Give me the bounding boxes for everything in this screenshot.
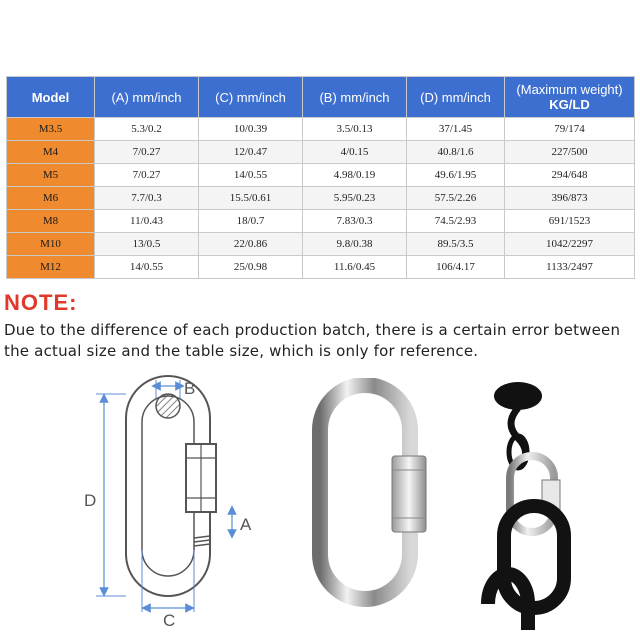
cell-weight: 691/1523: [505, 210, 635, 233]
cell-b: 7.83/0.3: [303, 210, 407, 233]
cell-weight: 79/174: [505, 118, 635, 141]
cell-c: 14/0.55: [199, 164, 303, 187]
cell-model: M8: [7, 210, 95, 233]
cell-d: 74.5/2.93: [407, 210, 505, 233]
cell-model: M3.5: [7, 118, 95, 141]
header-max-weight-line2: KG/LD: [549, 97, 590, 112]
table-row: [7, 187, 635, 210]
cell-a: 7/0.27: [95, 164, 199, 187]
cell-model: M5: [7, 164, 95, 187]
cell-d: 89.5/3.5: [407, 233, 505, 256]
cell-a: 5.3/0.2: [95, 118, 199, 141]
table-row: [7, 233, 635, 256]
cell-c: 22/0.86: [199, 233, 303, 256]
header-max-weight: [505, 77, 635, 118]
table-row: [7, 210, 635, 233]
header-c: (C) mm/inch: [199, 77, 303, 118]
cell-b: 3.5/0.13: [303, 118, 407, 141]
cell-model: M10: [7, 233, 95, 256]
cell-d: 40.8/1.6: [407, 141, 505, 164]
cell-model: M4: [7, 141, 95, 164]
label-b: B: [184, 379, 196, 398]
header-a: (A) mm/inch: [95, 77, 199, 118]
cell-a: 7/0.27: [95, 141, 199, 164]
product-photo-quick-link: [300, 378, 430, 608]
cell-weight: 396/873: [505, 187, 635, 210]
cell-b: 4.98/0.19: [303, 164, 407, 187]
label-a: A: [240, 515, 252, 534]
dimension-diagram: [70, 372, 260, 628]
header-d: (D) mm/inch: [407, 77, 505, 118]
note-title: NOTE:: [4, 290, 78, 315]
cell-a: 7.7/0.3: [95, 187, 199, 210]
cell-a: 13/0.5: [95, 233, 199, 256]
header-b: (B) mm/inch: [303, 77, 407, 118]
cell-c: 10/0.39: [199, 118, 303, 141]
cell-c: 12/0.47: [199, 141, 303, 164]
cell-weight: 294/648: [505, 164, 635, 187]
cell-d: 57.5/2.26: [407, 187, 505, 210]
table-header-row: [7, 77, 635, 118]
label-c: C: [163, 611, 176, 628]
table-row: [7, 118, 635, 141]
table-row: [7, 164, 635, 187]
cell-weight: 1133/2497: [505, 256, 635, 279]
cell-b: 4/0.15: [303, 141, 407, 164]
cell-b: 9.8/0.38: [303, 233, 407, 256]
thread-marks: [194, 536, 210, 546]
cell-c: 25/0.98: [199, 256, 303, 279]
table-row: [7, 256, 635, 279]
spec-table: [6, 76, 635, 279]
note-text: Due to the difference of each production batch, there is a certain error between the actual size and the table size, which is only for reference.: [4, 321, 621, 360]
cell-d: 37/1.45: [407, 118, 505, 141]
cell-d: 49.6/1.95: [407, 164, 505, 187]
cell-weight: 227/500: [505, 141, 635, 164]
cell-model: M12: [7, 256, 95, 279]
wire-section: [156, 394, 180, 418]
cell-model: M6: [7, 187, 95, 210]
cell-a: 11/0.43: [95, 210, 199, 233]
table-row: [7, 141, 635, 164]
cell-c: 18/0.7: [199, 210, 303, 233]
cell-a: 14/0.55: [95, 256, 199, 279]
cell-b: 11.6/0.45: [303, 256, 407, 279]
cell-weight: 1042/2297: [505, 233, 635, 256]
cell-d: 106/4.17: [407, 256, 505, 279]
cell-b: 5.95/0.23: [303, 187, 407, 210]
label-d: D: [84, 491, 97, 510]
header-model: Model: [7, 77, 95, 118]
product-photo-chain: [478, 378, 638, 630]
cell-c: 15.5/0.61: [199, 187, 303, 210]
header-max-weight-line1: (Maximum weight): [516, 82, 623, 97]
